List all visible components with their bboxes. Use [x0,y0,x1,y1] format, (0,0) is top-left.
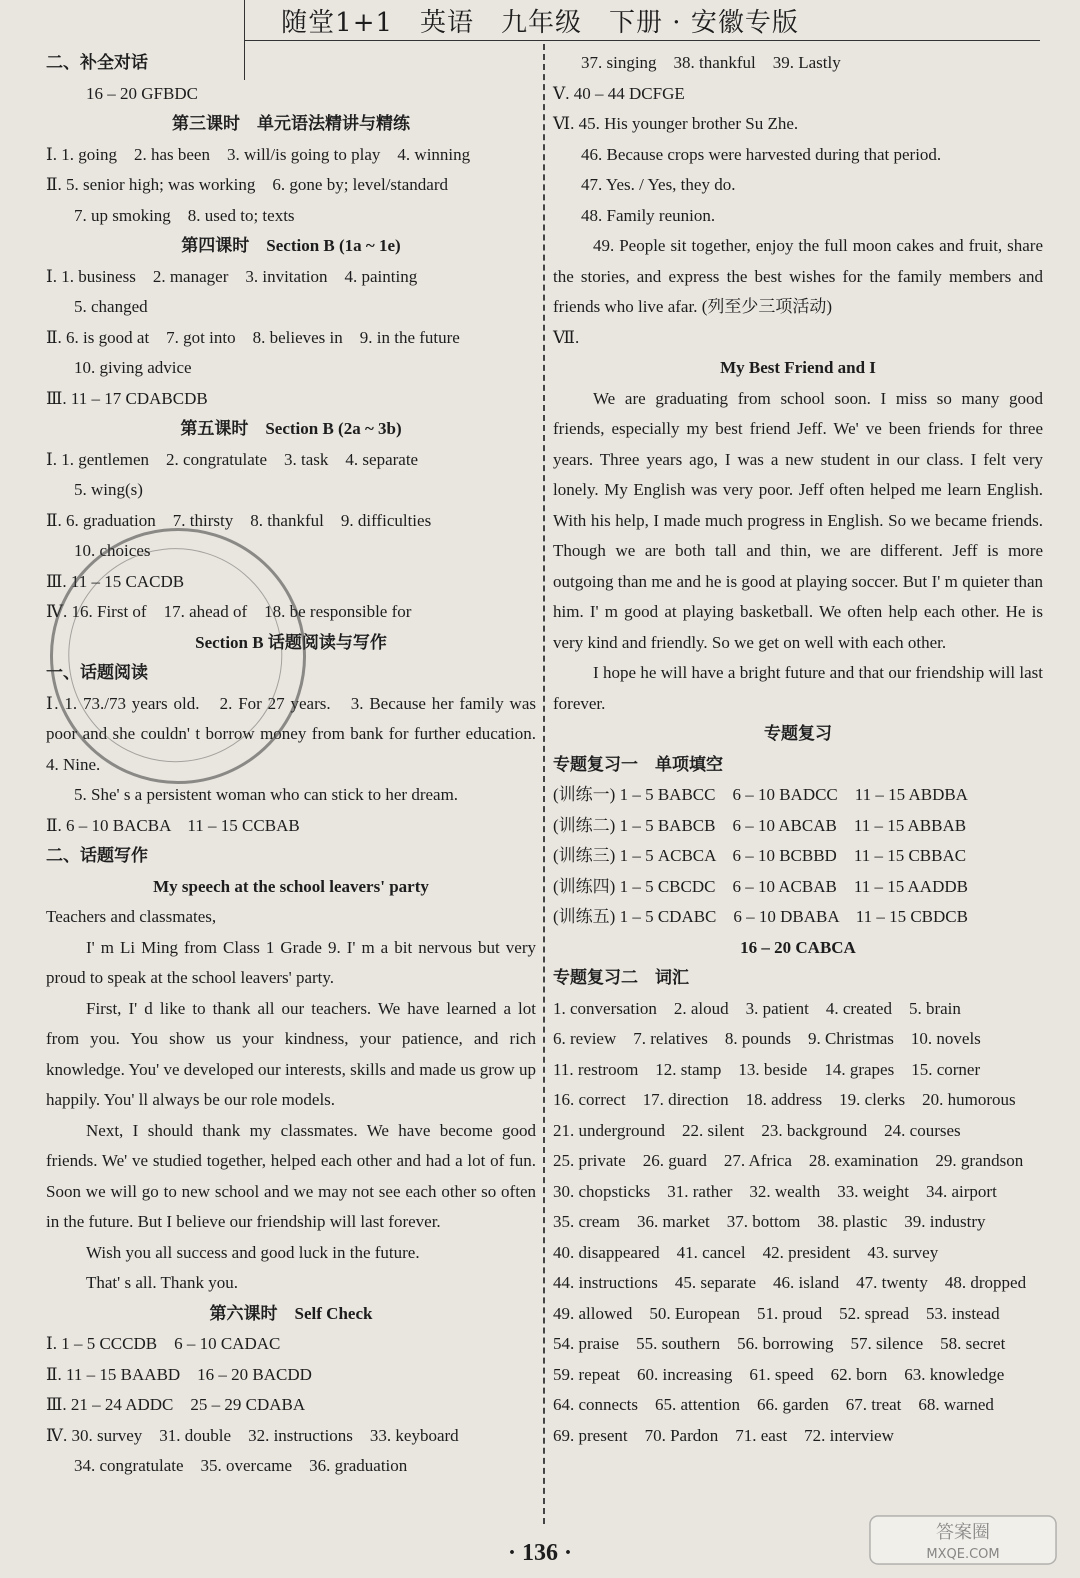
right-line: Ⅶ. [553,327,580,347]
left-line: I' m Li Ming from Class 1 Grade 9. I' m a bit nervous but very proud to speak at the school leavers' party. [46,937,536,987]
left-line: Teachers and classmates, [46,907,217,926]
left-line: Ⅲ. 11 – 15 CACDB [46,571,185,591]
right-line: 44. instructions 45. separate 46. island 47. twenty 48. dropped [553,1273,1027,1292]
right-line: 21. underground 22. silent 23. background 24. courses [553,1120,961,1140]
right-line: (训练四) 1 – 5 CBCDC 6 – 10 ACBAB 11 – 15 AADDB [553,876,968,896]
left-line: Ⅲ. 21 – 24 ADDC 25 – 29 CDABA [46,1395,306,1414]
right-line: 47. Yes. / Yes, they do. [581,175,736,194]
left-line: 二、话题写作 [46,846,148,865]
right-line: 6. review 7. relatives 8. pounds 9. Christmas 10. novels [553,1029,981,1048]
right-line: My Best Friend and I [720,358,876,377]
right-line: I hope he will have a bright future and that our friendship will last forever. [553,663,1043,713]
left-line: 7. up smoking 8. used to; texts [74,205,295,225]
left-line: That' s all. Thank you. [86,1273,238,1292]
left-line: Ⅱ. 11 – 15 BAABD 16 – 20 BACDD [46,1364,312,1384]
left-line: 第三课时 单元语法精讲与精练 [172,114,410,133]
column-divider [543,44,545,1524]
right-line: 37. singing 38. thankful 39. Lastly [581,53,841,72]
left-line: 一、话题阅读 [46,663,148,682]
watermark-logo [868,1510,1058,1570]
left-line: Wish you all success and good luck in the future. [86,1242,420,1262]
right-line: 59. repeat 60. increasing 61. speed 62. born 63. knowledge [553,1364,1005,1384]
right-line: 30. chopsticks 31. rather 32. wealth 33. weight 34. airport [553,1181,997,1201]
right-line: 54. praise 55. southern 56. borrowing 57. silence 58. secret [553,1334,1006,1353]
left-line: 第四课时 Section B (1a ~ 1e) [181,236,401,255]
right-line: 49. People sit together, enjoy the full moon cakes and fruit, share the stories, and express the best wishes for the family members and friends who live afar. (列至少三项活动) [553,236,1043,316]
left-line: Ⅰ. 1. 73./73 years old. 2. For 27 years. 3. Because her family was poor and she couldn' t borrow money from bank for further education. 4. Nine. [46,693,553,774]
right-line: 专题复习 [764,724,832,743]
left-line: Ⅱ. 6. graduation 7. thirsty 8. thankful 9. difficulties [46,510,432,530]
right-line: We are graduating from school soon. I miss so many good friends, especially my best friend Jeff. We' ve been friends for three years. Three years ago, I was a new student in our class. I felt very lonely. My English was very poor. Jeff often helped me learn English. With his help, I made much progress in English. So we became friends. Though we are both tall and thin, we are different. Jeff is more outgoing than me and he is good at playing soccer. But I' m quieter than him. I' m good at playing basketball. We often help each other. He is very kind and friendly. So we get on well with each other. [553,388,1043,652]
right-line: 25. private 26. guard 27. Africa 28. examination 29. grandson [553,1151,1024,1170]
left-line: Ⅱ. 6 – 10 BACBA 11 – 15 CCBAB [46,815,300,835]
left-line: Ⅳ. 16. First of 17. ahead of 18. be responsible for [46,602,412,621]
running-header [0,0,1080,38]
left-line: Next, I should thank my classmates. We have become good friends. We' ve studied together, helped each other and had a lot of fun. Soon we will go to new school and we may not see each other so often in the future. But I believe our friendship will last forever. [46,1120,536,1231]
right-line: (训练三) 1 – 5 ACBCA 6 – 10 BCBBD 11 – 15 CBBAC [553,846,967,865]
left-line: 二、补全对话 [46,53,148,72]
left-line: 5. changed [74,297,148,316]
right-line: Ⅵ. 45. His younger brother Su Zhe. [553,114,799,133]
left-line: Ⅰ. 1. business 2. manager 3. invitation 4. painting [46,266,418,286]
right-line: (训练五) 1 – 5 CDABC 6 – 10 DBABA 11 – 15 CBDCB [553,907,968,926]
header-title: 随堂1+1 英语 九年级 下册 · 安徽专版 [281,8,799,38]
left-line: 16 – 20 GFBDC [86,83,198,103]
left-line: 10. giving advice [74,358,192,377]
right-column [553,48,1043,1451]
right-line: 1. conversation 2. aloud 3. patient 4. created 5. brain [553,998,961,1018]
left-line: Ⅰ. 1. going 2. has been 3. will/is going to play 4. winning [46,144,471,164]
left-line: Ⅱ. 6. is good at 7. got into 8. believes in 9. in the future [46,327,460,347]
right-line: 46. Because crops were harvested during that period. [581,144,942,164]
left-line: Ⅰ. 1 – 5 CCCDB 6 – 10 CADAC [46,1334,281,1353]
left-line: Ⅳ. 30. survey 31. double 32. instructions 33. keyboard [46,1425,459,1445]
right-line: 48. Family reunion. [581,205,716,225]
right-line: 专题复习二 词汇 [553,968,689,987]
right-line: 64. connects 65. attention 66. garden 67. treat 68. warned [553,1395,994,1414]
left-line: 第六课时 Self Check [209,1303,373,1323]
left-line: 5. wing(s) [74,480,143,499]
right-line: 49. allowed 50. European 51. proud 52. spread 53. instead [553,1303,1000,1323]
svg-text:答案圈: 答案圈 [936,1522,990,1543]
right-line: 专题复习一 单项填空 [553,754,723,774]
left-line: 第五课时 Section B (2a ~ 3b) [180,419,402,438]
right-line: 35. cream 36. market 37. bottom 38. plastic 39. industry [553,1212,986,1231]
left-line: My speech at the school leavers' party [153,876,429,896]
right-line: 11. restroom 12. stamp 13. beside 14. grapes 15. corner [553,1059,981,1079]
left-line: 34. congratulate 35. overcame 36. graduation [74,1456,408,1475]
right-line: Ⅴ. 40 – 44 DCFGE [553,83,685,103]
page-number: · 136 · [507,1540,572,1566]
right-line: 16 – 20 CABCA [740,937,856,957]
left-line: Section B 话题阅读与写作 [195,632,387,652]
left-line: Ⅲ. 11 – 17 CDABCDB [46,388,208,408]
right-line: 16. correct 17. direction 18. address 19. clerks 20. humorous [553,1090,1016,1109]
header-rule [245,40,1040,41]
right-line: (训练二) 1 – 5 BABCB 6 – 10 ABCAB 11 – 15 ABBAB [553,815,967,835]
right-line: (训练一) 1 – 5 BABCC 6 – 10 BADCC 11 – 15 ABDBA [553,785,968,804]
left-line: Ⅰ. 1. gentlemen 2. congratulate 3. task 4. separate [46,449,419,469]
right-line: 69. present 70. Pardon 71. east 72. interview [553,1425,894,1445]
left-line: 5. She' s a persistent woman who can stick to her dream. [74,785,459,804]
left-line: First, I' d like to thank all our teachers. We have learned a lot from you. You show us your kindness, your patience, and rich knowledge. You' ve developed our interests, skills and made us grow up happily. You' ll always be our role models. [46,998,536,1109]
right-line: 40. disappeared 41. cancel 42. president 43. survey [553,1242,939,1262]
left-line: 10. choices [74,541,151,560]
left-line: Ⅱ. 5. senior high; was working 6. gone by; level/standard [46,175,449,194]
svg-text:MXQE.COM: MXQE.COM [926,1547,1000,1562]
